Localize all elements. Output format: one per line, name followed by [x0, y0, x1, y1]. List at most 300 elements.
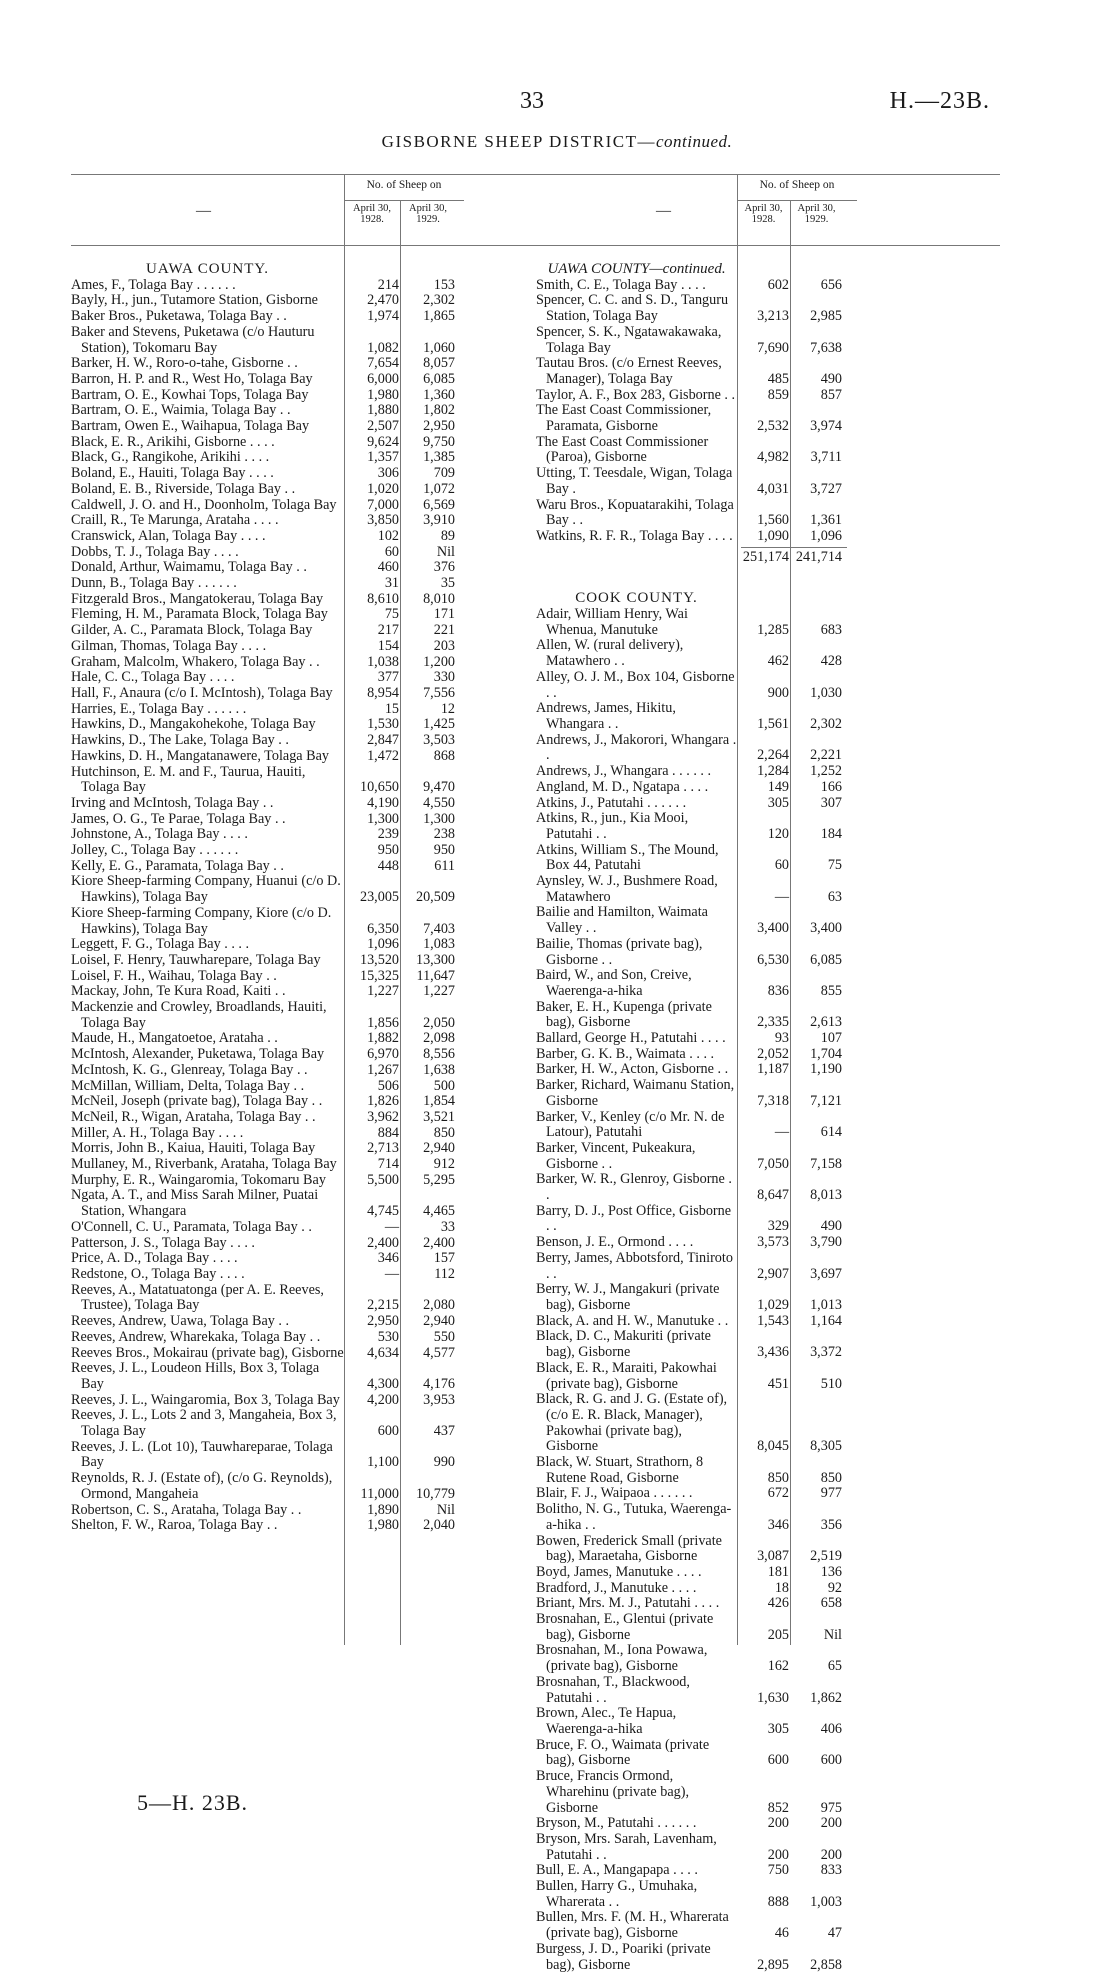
sheep-1929: 977 — [820, 1485, 842, 1502]
sheep-1928: 506 — [377, 1077, 399, 1094]
sheep-1929: 157 — [433, 1250, 455, 1267]
owner-name: Smith, C. E., Tolaga Bay . . . . — [536, 276, 706, 293]
table-row — [536, 388, 1000, 404]
sheep-1928: 1,357 — [367, 449, 399, 466]
table-row — [71, 812, 544, 828]
owner-name: Hutchinson, E. M. and F., Taurua, Hauiti, Tolaga Bay — [71, 763, 306, 796]
table-row — [536, 1392, 1000, 1455]
sheep-1928: 485 — [767, 370, 789, 387]
sheep-1929: 2,040 — [423, 1517, 455, 1534]
table-row — [536, 1816, 1000, 1832]
sheep-1928: 1,285 — [757, 621, 789, 638]
sheep-1928: 4,745 — [367, 1203, 399, 1220]
table-row — [71, 1330, 544, 1346]
sheep-1928: 462 — [767, 653, 789, 670]
sheep-1928: 714 — [377, 1156, 399, 1173]
table-row — [71, 1283, 544, 1314]
sheep-1928: 2,052 — [757, 1045, 789, 1062]
table-row — [71, 1503, 544, 1519]
sheep-1929: 166 — [820, 778, 842, 795]
table-row — [536, 1769, 1000, 1816]
page-title — [0, 132, 1114, 152]
owner-name: Allen, W. (rural delivery), Matawhero . . — [536, 637, 684, 670]
sheep-1929: 2,940 — [423, 1140, 455, 1157]
sheep-1928: 1,880 — [367, 402, 399, 419]
owner-name: O'Connell, C. U., Paramata, Tolaga Bay . . — [71, 1218, 312, 1235]
table-row — [536, 1141, 1000, 1172]
table-row — [536, 1361, 1000, 1392]
sheep-1928: 181 — [767, 1563, 789, 1580]
sheep-1929: 12 — [440, 700, 455, 717]
owner-name: Donald, Arthur, Waimamu, Tolaga Bay . . — [71, 559, 307, 576]
owner-name: The East Coast Commissioner, Paramata, Gisborne — [536, 402, 712, 435]
sheep-1929: 850 — [433, 1124, 455, 1141]
owner-name: Reeves, A., Matatuatonga (per A. E. Reeves, Trustee), Tolaga Bay — [71, 1281, 324, 1314]
sheep-1928: 15,325 — [359, 967, 399, 984]
table-row — [536, 905, 1000, 936]
table-row — [536, 1078, 1000, 1109]
owner-name: Watkins, R. F. R., Tolaga Bay . . . . — [536, 527, 733, 544]
sheep-1928: 200 — [767, 1846, 789, 1863]
owner-name: Atkins, R., jun., Kia Mooi, Patutahi . . — [536, 810, 689, 842]
sheep-1928: 200 — [767, 1815, 789, 1832]
page-title-text: GISBORNE SHEEP DISTRICT— — [381, 132, 657, 151]
owner-name: Gilder, A. C., Paramata Block, Tolaga Bay — [71, 622, 313, 639]
table-row — [536, 1910, 1000, 1941]
sheep-1929: 2,519 — [810, 1548, 842, 1565]
table-row — [71, 513, 544, 529]
sheep-1929: 833 — [820, 1862, 842, 1879]
owner-name: Bartram, Owen E., Waihapua, Tolaga Bay — [71, 418, 310, 435]
sheep-1928: 451 — [767, 1375, 789, 1392]
sheep-1928: 18 — [774, 1579, 789, 1596]
sheep-1928: 205 — [767, 1626, 789, 1643]
owner-name: Reeves, Andrew, Wharekaka, Tolaga Bay . . — [71, 1328, 321, 1345]
table-row — [71, 325, 544, 356]
owner-name: Caldwell, J. O. and H., Doonholm, Tolaga Bay — [71, 496, 337, 513]
table-row — [536, 1110, 1000, 1141]
sheep-1929: 2,098 — [423, 1030, 455, 1047]
header-col-1928: April 30, 1928. — [744, 203, 783, 225]
owner-name: Maude, H., Mangatoetoe, Arataha . . — [71, 1030, 278, 1047]
owner-name: Black, W. Stuart, Strathorn, 8 Rutene Road, Gisborne — [536, 1454, 704, 1486]
sheep-1928: 836 — [767, 982, 789, 999]
sheep-1928: 7,050 — [757, 1155, 789, 1172]
table-row — [71, 1518, 544, 1534]
owner-name: Dunn, B., Tolaga Bay . . . . . . — [71, 575, 237, 592]
sheep-1929: 975 — [820, 1799, 842, 1816]
sheep-1928: 346 — [767, 1516, 789, 1533]
owner-name: Ngata, A. T., and Miss Sarah Milner, Puatai Station, Whangara — [71, 1187, 319, 1220]
sheep-1928: 750 — [767, 1862, 789, 1879]
sheep-1929: 1,425 — [423, 716, 455, 733]
owner-name: Hall, F., Anaura (c/o I. McIntosh), Tolaga Bay — [71, 684, 333, 701]
sheep-1929: 3,790 — [810, 1234, 842, 1251]
sheep-1929: 92 — [827, 1579, 842, 1596]
table-row — [536, 325, 1000, 356]
sheep-1929: 63 — [827, 888, 842, 905]
sheep-1928: 1,630 — [757, 1689, 789, 1706]
table-row — [536, 638, 1000, 669]
sheep-1928: 4,300 — [367, 1375, 399, 1392]
owner-name: Andrews, J., Whangara . . . . . . — [536, 763, 712, 780]
owner-name: Spencer, S. K., Ngatawakawaka, Tolaga Bay — [536, 323, 722, 356]
sheep-1929: 2,940 — [423, 1313, 455, 1330]
sheep-1928: — — [384, 1266, 399, 1282]
owner-name: Reeves Bros., Mokairau (private bag), Gisborne — [71, 1344, 344, 1361]
sheep-1929: 7,638 — [810, 339, 842, 356]
sheep-1928: 23,005 — [359, 889, 399, 906]
table-row — [536, 278, 1000, 294]
sheep-1929: 5,295 — [423, 1171, 455, 1188]
table-row — [536, 1455, 1000, 1486]
sheep-1929: 428 — [820, 653, 842, 670]
sheep-1928: 2,507 — [367, 418, 399, 435]
table-row — [536, 1329, 1000, 1360]
sheep-1928: 305 — [767, 794, 789, 811]
owner-name: Bruce, Francis Ormond, Wharehinu (private bag), Gisborne — [536, 1768, 689, 1816]
sheep-1928: 346 — [377, 1250, 399, 1267]
table-row — [71, 859, 544, 875]
table-row — [536, 1282, 1000, 1313]
table-row — [536, 1643, 1000, 1674]
owner-name: Boland, E. B., Riverside, Tolaga Bay . . — [71, 480, 296, 497]
sheep-1928: 102 — [377, 527, 399, 544]
sheep-1928: 1,082 — [367, 339, 399, 356]
sheep-1929: 1,802 — [423, 402, 455, 419]
sheep-1928: — — [384, 1218, 399, 1235]
table-row — [536, 1675, 1000, 1706]
table-row — [71, 765, 544, 796]
page-title-continued: continued. — [656, 132, 733, 151]
owner-name: Brosnahan, T., Blackwood, Patutahi . . — [536, 1673, 690, 1706]
sheep-1928: 448 — [377, 857, 399, 874]
sheep-1929: 238 — [433, 826, 455, 843]
sheep-1928: 120 — [767, 825, 789, 842]
sheep-1929: 8,010 — [423, 590, 455, 607]
sheep-1929: 500 — [433, 1077, 455, 1094]
owner-name: Reeves, J. L. (Lot 10), Tauwhareparae, Tolaga Bay — [71, 1438, 333, 1471]
sheep-1929: 136 — [820, 1563, 842, 1580]
sheep-1928: 3,400 — [757, 920, 789, 937]
sheep-1928: 1,826 — [367, 1093, 399, 1110]
owner-name: Spencer, C. C. and S. D., Tanguru Station, Tolaga Bay — [536, 292, 729, 325]
table-row — [71, 906, 544, 937]
sheep-1929: 221 — [433, 622, 455, 639]
total-1928: 251,174 — [741, 547, 794, 566]
owner-name: Kiore Sheep-farming Company, Huanui (c/o D. Hawkins), Tolaga Bay — [71, 873, 341, 906]
table-row — [71, 702, 544, 718]
owner-name: McNeil, Joseph (private bag), Tolaga Bay . . — [71, 1093, 323, 1110]
table-row — [71, 592, 544, 608]
sheep-1929: 1,013 — [810, 1297, 842, 1313]
sheep-1929: 307 — [820, 794, 842, 811]
owner-name: Fitzgerald Bros., Mangatokerau, Tolaga Bay — [71, 590, 324, 607]
sheep-1929: 510 — [820, 1375, 842, 1392]
table-row — [71, 796, 544, 812]
table-row — [71, 1314, 544, 1330]
owner-name: Cranswick, Alan, Tolaga Bay . . . . — [71, 527, 266, 544]
sheep-1928: 1,561 — [757, 715, 789, 732]
sheep-1928: 1,227 — [367, 983, 399, 1000]
sheep-1929: 406 — [820, 1720, 842, 1737]
sheep-1928: 60 — [774, 857, 789, 874]
table-row — [71, 1031, 544, 1047]
owner-name: Baker and Stevens, Puketawa (c/o Hauturu Station), Tokomaru Bay — [71, 323, 315, 356]
owner-name: Andrews, J., Makorori, Whangara . . — [536, 731, 737, 764]
table-row — [71, 372, 544, 388]
sheep-1929: 20,509 — [415, 889, 455, 906]
owner-name: Reeves, Andrew, Uawa, Tolaga Bay . . — [71, 1313, 290, 1330]
owner-name: Barron, H. P. and R., West Ho, Tolaga Bay — [71, 370, 313, 387]
owner-name: Andrews, James, Hikitu, Whangara . . — [536, 700, 676, 732]
owner-name: Bryson, Mrs. Sarah, Lavenham, Patutahi . . — [536, 1830, 717, 1863]
sheep-1928: 600 — [767, 1752, 789, 1769]
header-dash: — — [656, 203, 671, 219]
owner-name: Baker Bros., Puketawa, Tolaga Bay . . — [71, 308, 287, 325]
owner-name: Jolley, C., Tolaga Bay . . . . . . — [71, 842, 239, 859]
sheep-1928: 11,000 — [360, 1485, 399, 1502]
owner-name: Black, G., Rangikohe, Arikihi . . . . — [71, 449, 270, 466]
table-row — [71, 1079, 544, 1095]
owner-name: Brown, Alec., Te Hapua, Waerenga-a-hika — [536, 1705, 677, 1737]
sheep-1928: 1,020 — [367, 480, 399, 497]
owner-name: Bailie, Thomas (private bag), Gisborne . . — [536, 935, 703, 968]
sheep-1929: Nil — [436, 543, 455, 560]
owner-name: Benson, J. E., Ormond . . . . — [536, 1234, 694, 1251]
sheep-1928: 2,907 — [757, 1265, 789, 1282]
owner-name: Kiore Sheep-farming Company, Kiore (c/o D. Hawkins), Tolaga Bay — [71, 904, 332, 937]
sheep-1929: 9,750 — [423, 433, 455, 450]
sheep-1928: 1,560 — [757, 512, 789, 529]
sheep-1928: 1,472 — [367, 747, 399, 764]
table-row — [71, 953, 544, 969]
table-row — [71, 1346, 544, 1362]
owner-name: Price, A. D., Tolaga Bay . . . . — [71, 1250, 238, 1267]
sheep-1928: 149 — [767, 778, 789, 795]
owner-name: McIntosh, K. G., Glenreay, Tolaga Bay . . — [71, 1061, 308, 1078]
owner-name: McIntosh, Alexander, Puketawa, Tolaga Bay — [71, 1046, 325, 1063]
owner-name: Patterson, J. S., Tolaga Bay . . . . — [71, 1234, 255, 1251]
owner-name: Adair, William Henry, Wai Whenua, Manutuke — [536, 606, 688, 638]
owner-name: Atkins, William S., The Mound, Box 44, Patutahi — [536, 841, 719, 874]
owner-name: Gilman, Thomas, Tolaga Bay . . . . — [71, 637, 267, 654]
sheep-1929: 13,300 — [415, 951, 455, 968]
owner-name: Barker, Richard, Waimanu Station, Gisborne — [536, 1077, 735, 1109]
sheep-1929: 75 — [827, 857, 842, 874]
owner-name: Loisel, F. H., Waihau, Tolaga Bay . . — [71, 967, 277, 984]
table-row — [536, 968, 1000, 999]
table-row — [536, 670, 1000, 701]
sheep-1929: 1,361 — [810, 512, 842, 529]
sheep-1929: 200 — [820, 1815, 842, 1832]
sheep-1928: 1,974 — [367, 308, 399, 325]
sheep-1929: 3,521 — [423, 1108, 455, 1125]
owner-name: Irving and McIntosh, Tolaga Bay . . — [71, 794, 274, 811]
owner-name: Kelly, E. G., Paramata, Tolaga Bay . . — [71, 857, 284, 874]
owner-name: Barker, V., Kenley (c/o Mr. N. de Latour), Patutahi — [536, 1108, 725, 1141]
sheep-1929: 2,858 — [810, 1956, 842, 1973]
sheep-1928: 1,300 — [367, 810, 399, 827]
sheep-1928: 8,045 — [757, 1438, 789, 1455]
sheep-1928: 15 — [384, 700, 399, 717]
sheep-1929: 1,030 — [810, 684, 842, 701]
sheep-1928: 4,190 — [367, 794, 399, 811]
header-group-label: No. of Sheep on — [759, 179, 835, 191]
owner-name: Hawkins, D. H., Mangatanawere, Tolaga Bay — [71, 747, 329, 764]
sheep-1928: 6,000 — [367, 370, 399, 387]
sheep-1929: 658 — [820, 1595, 842, 1612]
sheep-1928: 7,654 — [367, 355, 399, 372]
header-col-1929: April 30, 1929. — [797, 203, 836, 225]
document-reference: H.—23B. — [889, 88, 990, 114]
sheep-1928: 4,200 — [367, 1391, 399, 1408]
owner-name: Black, E. R., Maraiti, Pakowhai (private bag), Gisborne — [536, 1359, 717, 1392]
table-row — [71, 466, 544, 482]
table-row — [71, 450, 544, 466]
sheep-1928: 1,038 — [367, 653, 399, 670]
table-row — [536, 1565, 1000, 1581]
table-row — [71, 1141, 544, 1157]
sheep-1928: 13,520 — [359, 951, 399, 968]
sheep-1929: 2,302 — [810, 715, 842, 732]
sheep-1929: 3,974 — [810, 418, 842, 435]
sheep-1929: 4,550 — [423, 794, 455, 811]
owner-name: Taylor, A. F., Box 283, Gisborne . . — [536, 386, 736, 403]
sheep-1929: 4,176 — [423, 1375, 455, 1392]
table-row — [536, 1047, 1000, 1063]
sheep-1929: 600 — [820, 1752, 842, 1769]
total-1929: 241,714 — [794, 547, 847, 566]
sheep-1929: 2,985 — [810, 308, 842, 325]
sheep-1928: 6,530 — [757, 951, 789, 968]
sheep-1929: 855 — [820, 982, 842, 999]
owner-name: Barker, Vincent, Pukeakura, Gisborne . . — [536, 1139, 696, 1172]
table-row — [536, 403, 1000, 434]
owner-name: Ames, F., Tolaga Bay . . . . . . — [71, 276, 236, 293]
sheep-1928: 2,335 — [757, 1014, 789, 1031]
owner-name: Alley, O. J. M., Box 104, Gisborne . . — [536, 668, 735, 701]
owner-name: McNeil, R., Wigan, Arataha, Tolaga Bay . . — [71, 1108, 316, 1125]
sheep-1929: 35 — [440, 575, 455, 592]
sheep-1928: 60 — [384, 543, 399, 560]
owner-name: Angland, M. D., Ngatapa . . . . — [536, 778, 709, 795]
owner-name: Bolitho, N. G., Tutuka, Waerenga-a-hika . . — [536, 1501, 732, 1533]
sheep-1929: 1,252 — [810, 763, 842, 780]
table-row — [71, 1188, 544, 1219]
sheep-1928: 1,890 — [367, 1501, 399, 1518]
sheep-1929: 107 — [820, 1030, 842, 1047]
table-row — [536, 1612, 1000, 1643]
sheep-1928: 900 — [767, 684, 789, 701]
sheep-1928: 1,543 — [757, 1312, 789, 1329]
table-row — [536, 356, 1000, 387]
sheep-1928: 2,470 — [367, 292, 399, 309]
table-row — [536, 498, 1000, 529]
sheep-1928: 377 — [377, 669, 399, 686]
table-row — [71, 435, 544, 451]
sheep-1929: 7,556 — [423, 684, 455, 701]
table-row — [536, 701, 1000, 732]
owner-name: Hawkins, D., Mangakohekohe, Tolaga Bay — [71, 716, 316, 733]
owner-name: Black, D. C., Makuriti (private bag), Gisborne — [536, 1328, 711, 1361]
owner-name: Baird, W., and Son, Creive, Waerenga-a-hika — [536, 967, 692, 999]
sheep-1928: 7,318 — [757, 1092, 789, 1109]
sheep-1929: 656 — [820, 276, 842, 293]
header-col-1929: April 30, 1929. — [409, 203, 447, 225]
table-row — [71, 1220, 544, 1236]
sheep-1928: 306 — [377, 465, 399, 482]
sheep-1929: 112 — [434, 1266, 455, 1282]
sheep-1928: 950 — [377, 842, 399, 859]
owner-name: Hale, C. C., Tolaga Bay . . . . — [71, 669, 235, 686]
sheep-1928: 1,029 — [757, 1297, 789, 1313]
sheep-1928: 2,264 — [757, 747, 789, 764]
sheep-1928: 7,690 — [757, 339, 789, 356]
table-row — [536, 1251, 1000, 1282]
table-row — [536, 1706, 1000, 1737]
table-row — [536, 1596, 1000, 1612]
sheep-1929: 1,862 — [810, 1689, 842, 1706]
table-row — [71, 1157, 544, 1173]
sheep-1929: 7,121 — [810, 1092, 842, 1109]
sheep-1929: 6,569 — [423, 496, 455, 513]
owner-name: Hawkins, D., The Lake, Tolaga Bay . . — [71, 732, 289, 749]
left-table-body — [71, 262, 544, 1534]
sheep-1929: 10,779 — [415, 1485, 455, 1502]
table-row — [71, 670, 544, 686]
sheep-1928: 4,982 — [757, 449, 789, 466]
table-row — [71, 356, 544, 372]
sheep-1928: 1,100 — [367, 1454, 399, 1471]
owner-name: Berry, W. J., Mangakuri (private bag), Gisborne — [536, 1281, 720, 1313]
owner-name: Craill, R., Te Marunga, Arataha . . . . — [71, 512, 279, 529]
owner-name: Reeves, J. L., Waingaromia, Box 3, Tolaga Bay — [71, 1391, 340, 1408]
section-heading-cook: COOK COUNTY. — [575, 590, 698, 607]
table-row — [536, 1502, 1000, 1533]
table-row — [536, 1832, 1000, 1863]
sheep-1928: 3,573 — [757, 1234, 789, 1251]
owner-name: Waru Bros., Kopuatarakihi, Tolaga Bay . . — [536, 496, 734, 529]
owner-name: Ballard, George H., Patutahi . . . . — [536, 1030, 726, 1047]
sheep-1929: 8,013 — [810, 1187, 842, 1204]
header-col-1928: April 30, 1928. — [353, 203, 391, 225]
owner-name: Morris, John B., Kaiua, Hauiti, Tolaga Bay — [71, 1140, 316, 1157]
table-row — [71, 278, 544, 294]
sheep-1929: 990 — [433, 1454, 455, 1471]
table-row — [71, 607, 544, 623]
sheep-1929: 203 — [433, 637, 455, 654]
owner-name: Tautau Bros. (c/o Ernest Reeves, Manager), Tolaga Bay — [536, 355, 722, 387]
table-row — [71, 686, 544, 702]
sheep-1929: 2,613 — [810, 1014, 842, 1031]
table-row — [71, 576, 544, 592]
table-row — [536, 1534, 1000, 1565]
table-row — [71, 419, 544, 435]
table-row — [71, 560, 544, 576]
section-heading-uawa-continued: UAWA COUNTY—continued. — [547, 261, 726, 277]
sheep-1929: 1,360 — [423, 386, 455, 403]
table-row — [536, 874, 1000, 905]
sheep-1928: 3,850 — [367, 512, 399, 529]
sheep-1929: 550 — [433, 1328, 455, 1345]
table-row — [536, 764, 1000, 780]
owner-name: Black, A. and H. W., Manutuke . . — [536, 1312, 729, 1329]
owner-name: James, O. G., Te Parae, Tolaga Bay . . — [71, 810, 286, 827]
sheep-1928: 2,400 — [367, 1234, 399, 1251]
sheep-1929: 3,711 — [810, 449, 842, 466]
sheep-1929: 2,050 — [423, 1014, 455, 1031]
